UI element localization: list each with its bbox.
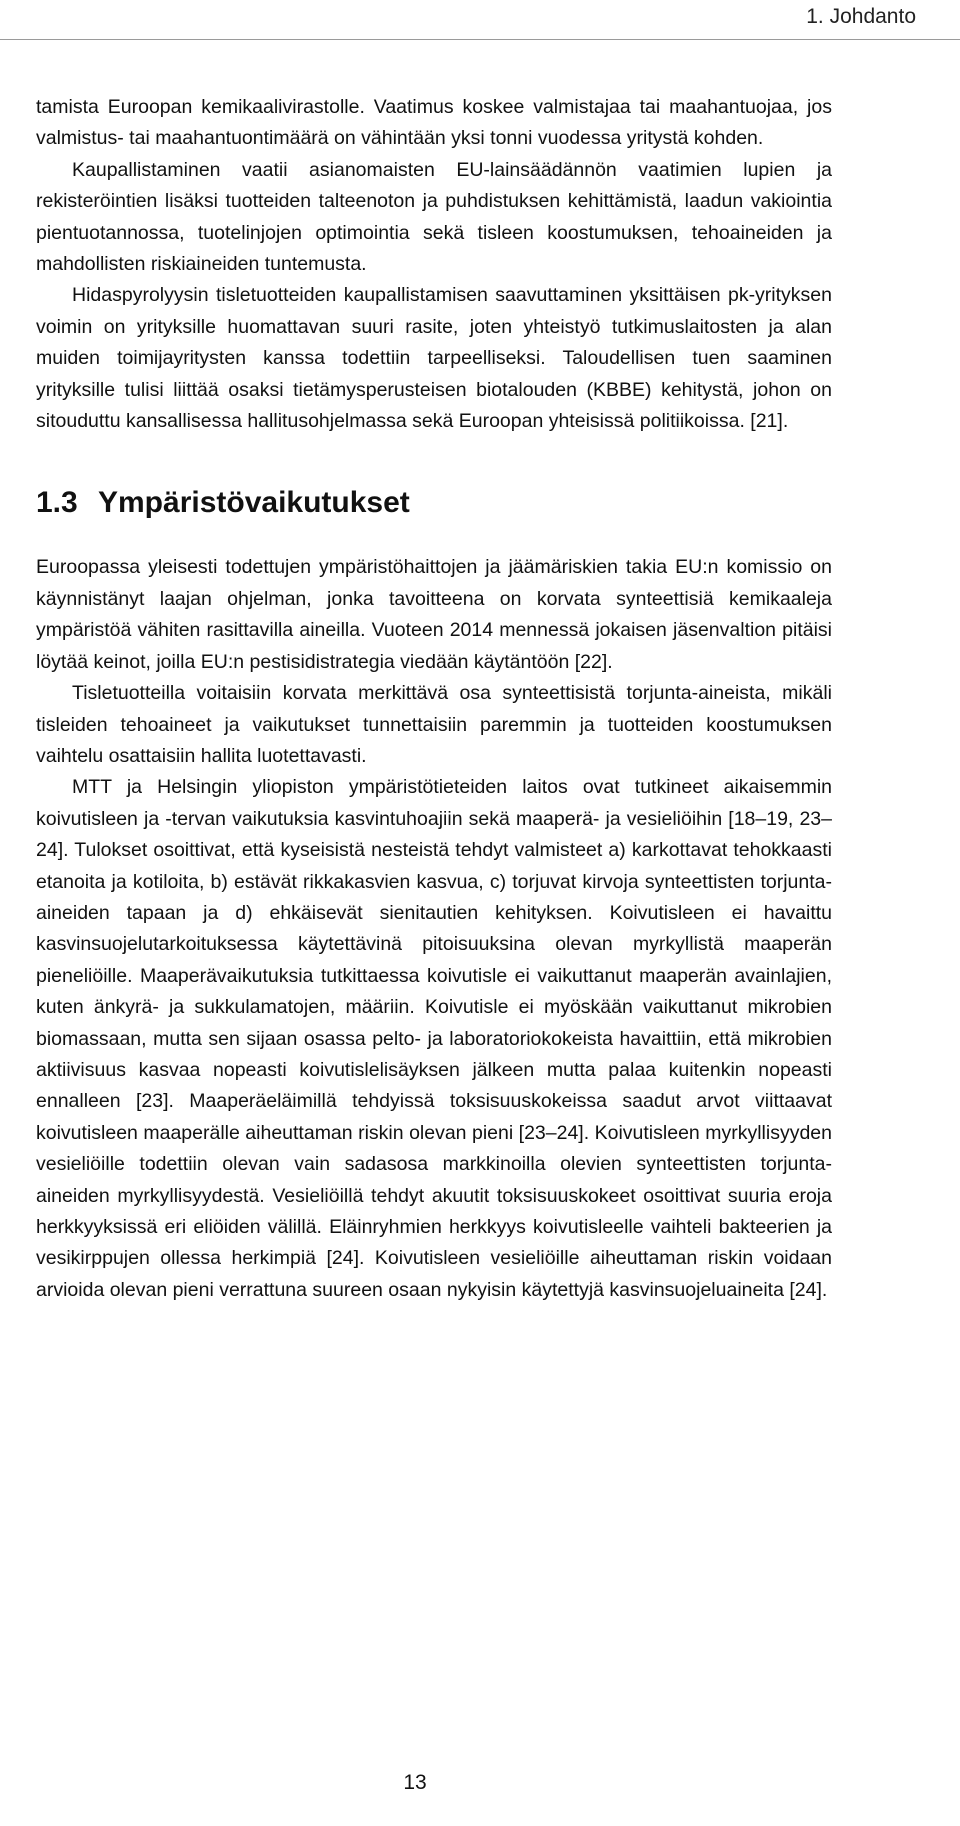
paragraph-commercialization: Kaupallistaminen vaatii asianomaisten EU-lainsäädännön vaatimien lupien ja rekisteröintien lisäksi tuotteiden talteenoton ja puhdistuksen kehittämistä, laadun vakiointia pientuotannossa, tuotelinjojen optimointia sekä tisleen koostumuksen, tehoaineiden ja mahdollisten riskiaineiden tuntemusta. [36,158,832,276]
section-title: Ympäristövaikutukset [98,486,410,520]
paragraph-eu-program: Euroopassa yleisesti todettujen ympäristöhaittojen ja jäämäriskien takia EU:n komissio on käynnistänyt laajan ohjelman, jonka tavoitteena on korvata synteettisiä kemikaaleja ympäristöä vähiten rasittavilla aineilla. Vuoteen 2014 mennessä jokaisen jäsenvaltion pitäisi löytää keinot, joilla EU:n pestisidistrategia viedään käytäntöön [22]. [36,556,832,673]
page-body [36,92,832,1306]
section-heading [36,483,832,523]
paragraph-continuation: tamista Euroopan kemikaalivirastolle. Vaatimus koskee valmistajaa tai maahantuojaa, jos valmistus- tai maahantuontimäärä on vähintään yksi tonni vuodessa yritystä kohden. [36,96,832,150]
paragraph-slow-pyrolysis: Hidaspyrolyysin tisletuotteiden kaupallistamisen saavuttaminen yksittäisen pk-yrityksen voimin on yrityksille huomattavan suuri rasite, joten yhteistyö tutkimuslaitosten ja alan muiden toimijayritysten kanssa todettiin tarpeelliseksi. Taloudellisen tuen saaminen yrityksille tulisi liittää osaksi tietämysperusteisen biotalouden (KBBE) kehitystä, johon on sitouduttu kansallisessa hallitusohjelmassa sekä Euroopan yhteisissä politiikoissa. [21]. [36,284,832,433]
paragraph-research-results: MTT ja Helsingin yliopiston ympäristötieteiden laitos ovat tutkineet aikaisemmin koivutisleen ja -tervan vaikutuksia kasvintuhoajiin sekä maaperä- ja vesieliöihin [18–19, 23–24]. Tulokset osoittivat, että kyseisistä nesteistä tehdyt valmisteet a) karkottavat tehokkaasti etanoita ja kotiloita, b) estävät rikkakasvien kasvua, c) torjuvat kirvoja synteettisten torjunta-aineiden tapaan ja d) ehkäisevät sienitautien kehityksen. Koivutisleen ei havaittu kasvinsuojelutarkoituksessa käytettävinä pitoisuuksina olevan myrkyllistä maaperän pieneliöille. Maaperävaikutuksia tutkittaessa koivutisle ei vaikuttanut maaperän avainlajien, kuten änkyrä- ja sukkulamatojen, määriin. Koivutisle ei myöskään vaikuttanut mikrobien biomassaan, mutta sen sijaan osassa pelto- ja laboratoriokokeista havaittiin, että mikrobien aktiivisuus kasvaa nopeasti koivutislelisäyksen jälkeen mutta palaa kuitenkin nopeasti ennalleen [23]. Maaperäeläimillä tehdyissä toksisuuskokeissa saadut arvot viittaavat koivutisleen maaperälle aiheuttaman riskin olevan pieni [23–24]. Koivutisleen myrkyllisyyden vesieliöille todettiin olevan vain sadasosa markkinoilla olevien synteettisten torjunta-aineiden myrkyllisyydestä. Vesieliöillä tehdyt akuutit toksisuuskokeet osoittivat suuria eroja herkkyyksissä eri eliöiden välillä. Eläinryhmien herkkyys koivutisleelle vaihteli bakteerien ja vesikirppujen ollessa herkimpiä [24]. Koivutisleen vesieliöille aiheuttaman riskin voidaan arvioida olevan pieni verrattuna suureen osaan nykyisin käytettyjä kasvinsuojeluaineita [24]. [36,776,832,1301]
section-number: 1.3 [36,486,78,520]
running-header-chapter: 1. Johdanto [806,5,916,28]
paragraph-distillate-products: Tisletuotteilla voitaisiin korvata merkittävä osa synteettisistä torjunta-aineista, mikäli tisleiden tehoaineet ja vaikutukset tunnettaisiin paremmin ja tuotteiden koostumuksen vaihtelu osattaisiin hallita luotettavasti. [36,682,832,767]
header-divider [0,39,960,40]
page-number: 13 [403,1771,427,1794]
